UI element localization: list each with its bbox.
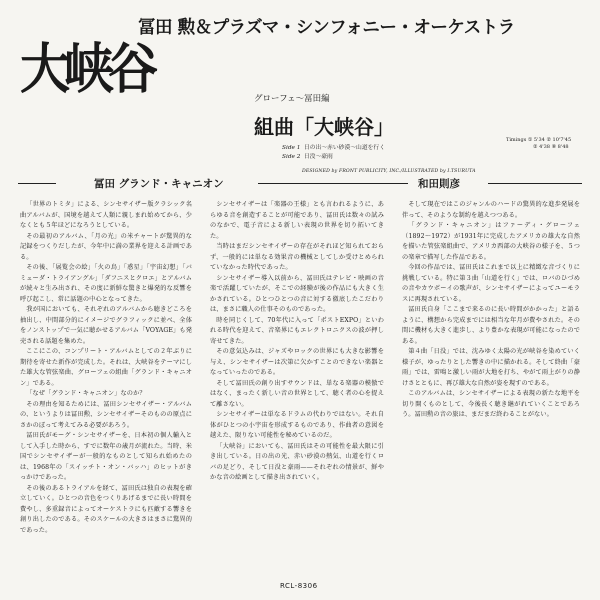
paragraph: そして現在ではこのジャンルのハードの驚異的な進歩発展を伴って、そのような制約を越えつつある。 — [402, 201, 580, 219]
paragraph: シンセサイザーは単なるドラムの代わりではない。それ自体がひとつの小宇宙を形成するものであり、作曲者の意図を越えた、限りない可能性を秘めているのだ。 — [210, 411, 384, 439]
paragraph: 我が国においても、それぞれのアルバムから聴きどころを抽出し、中間部分的にイメージでグラフィックに並べ、全体をノンストップで一気に聴かせるアルバム「VOYAGE」も発売される話題を集めた。 — [20, 306, 192, 345]
side-label: Side 2 — [282, 153, 301, 160]
paragraph: 時を同じくして、70年代に入って「ポストEXPO」といわれる時代を迎えて、音楽界にもエレクトロニクスの波が押し寄せてきた。 — [210, 316, 384, 345]
text-column-3 — [402, 200, 580, 570]
paragraph: その意気込みは、ジャズやロックの世界にも大きな影響を与え、シンセサイザーは次第に欠かすことのできない楽器となっていったのである。 — [210, 348, 384, 376]
timings-block — [506, 137, 571, 151]
design-credits: DESIGNED by FRONT PUBLICITY, INC./ILLUSTRATED by I.TSURUTA — [302, 169, 476, 174]
text-column-2 — [210, 200, 384, 570]
album-title-large: 大峡谷 — [20, 36, 152, 101]
paragraph: シンセサイザーは「楽器の王様」とも言われるように、あらゆる音を創造することが可能であり、冨田氏は数々の試みのなかで、電子音による新しい表現の世界を切り拓いてきた。 — [210, 201, 384, 240]
paragraph: 「グランド・キャニオン」はファーディ・グローフェ（1892〜1972）が1931年に完成したアメリカの雄大な自然を描いた管弦楽組曲で、アメリカ西部の大峡谷の様子を、５つの楽章で描写した作品である。 — [402, 222, 580, 261]
paragraph: 「大峡谷」においても、冨田氏はその可能性を最大限に引き出している。日の出の光、赤い砂漠の熱気、山道を行くロバの足どり、そして日没と豪雨——それぞれの情景が、鮮やかな音の絵画として描き出されていく。 — [210, 442, 384, 481]
catalog-number: RCL-8306 — [280, 582, 318, 590]
side-label: Side 1 — [282, 145, 301, 151]
divider-line — [258, 183, 408, 184]
paragraph: 第４曲「日没」では、沈みゆく太陽の光が峡谷を染めていく様子が、ゆったりとした響きの中に描かれる。そして終曲「豪雨」では、雷鳴と激しい雨が大地を打ち、やがて雨上がりの静けさとともに、再び雄大な自然が姿を現すのである。 — [402, 348, 580, 387]
side-tracks: 日没〜豪雨 — [303, 153, 333, 160]
paragraph: 冨田氏自身「ここまで来るのに長い時間がかかった」と語るように、構想から完成までには相当な年月が費やされた。その間に機材も大きく進歩し、より豊かな表現が可能になったのである。 — [402, 306, 580, 345]
artist-line: 冨田 勲＆プラズマ・シンフォニー・オーケストラ — [138, 18, 515, 38]
side-track-list — [282, 144, 385, 161]
section-heading-bar — [18, 176, 582, 190]
text-column-1 — [20, 200, 192, 570]
paragraph: そして冨田氏の創り出すサウンドは、単なる楽器の模倣ではなく、まったく新しい音の世界として、聴く者の心を捉えて離さない。 — [210, 379, 384, 408]
essay-author: 和田則彦 — [418, 178, 460, 190]
paragraph: その後のあるトライアルを経て、冨田氏は独自の表現を確立していく。ひとつの音色をつくりあげるまでに長い時間を費やし、多重録音によってオーケストラにも匹敵する響きを創り出したのである。そのスケールの大きさはまさに驚異的であった。 — [20, 484, 192, 534]
paragraph: 当時はまだシンセサイザーの存在がそれほど知られておらず、一般的には単なる効果音の機械としてしか受けとめられていなかった時代であった。 — [210, 243, 384, 271]
paragraph: 「なぜ「グランド・キャニオン」なのか？ — [26, 390, 146, 397]
paragraph: 冨田氏がモーグ・シンセサイザーを、日本初の個人輸入として入手した時から、すでに数年の歳月が流れた。当時、米国でシンセサイザーが一般的なものとして知られ始めたのは、1968年の「スイッチト・オン・バッハ」のヒットがきっかけであった。 — [20, 432, 192, 481]
divider-line — [18, 183, 56, 184]
timings-line: ① 5'34 ② 10'7'45 — [527, 137, 572, 143]
section-heading: 冨田 グランド・キャニオン — [94, 178, 224, 190]
paragraph: シンセサイザー導入以前から、冨田氏はテレビ・映画の音楽で活躍していたが、そこでの経験が後の作品にも大きく生かされている。ひとつひとつの音に対する徹底したこだわりは、まさに職人の仕事そのものであった。 — [210, 274, 384, 313]
paragraph: 今回の作品では、冨田氏はこれまで以上に精緻な音づくりに挑戦している。特に第３曲「山道を行く」では、ロバのひづめの音やカウボーイの歌声が、シンセサイザーによってユーモラスに再現されている。 — [402, 264, 580, 303]
paragraph: 「世界のトミタ」による、シンセサイザー版クラシック名曲アルバムが、国境を越えて人類に親しまれ始めてから、少なくとも５年ほどになろうとしている。 — [20, 201, 192, 229]
paragraph: その理由を知るためには、冨田シンセサイザー・アルバムの、というよりは冨田勲、シンセサイザーそのものの原点にさかのぼって考えてみる必要があろう。 — [20, 400, 192, 429]
timings-line: ② 4'38 ⑧ 8'48 — [533, 144, 569, 150]
divider-line — [488, 183, 582, 184]
paragraph: その最初のアルバム、「月の光」の米チャートが驚異的な記録をつくりだしたが、今年中に満の業界を迎える計画である。 — [20, 232, 192, 261]
suite-title: 組曲「大峡谷」 — [254, 115, 394, 139]
paragraph: このアルバムは、シンセサイザーによる表現の新たな地平を切り開くものとして、今後長く聴き継がれていくことであろう。冨田勲の音の旅は、まだまだ終わることがない。 — [402, 390, 580, 418]
paragraph: その後、「展覧会の絵」「火の鳥」「惑星」「宇宙幻想」「バミューダ・トライアングル」「ダフニスとクロエ」とアルバムが続々と生み出され、その度に新鮮な驚きと爆発的な反響を呼び起こし、常に話題の中心となってきた。 — [20, 264, 192, 303]
timings-label: Timings — [506, 137, 527, 143]
paragraph: ここにこの、コンプリート・アルバムとしての２年ぶりに期待を寄せた新作が完成した。それは、大峡谷をテーマにした雄大な管弦楽曲、グローフェの組曲「グランド・キャニオン」である。 — [20, 348, 192, 387]
side-tracks: 日の出〜赤い砂漠〜山道を行く — [303, 145, 386, 151]
side-2-row — [282, 153, 385, 162]
side-1-row — [282, 144, 385, 153]
arranger-line: グローフェ〜冨田編 — [254, 94, 330, 104]
